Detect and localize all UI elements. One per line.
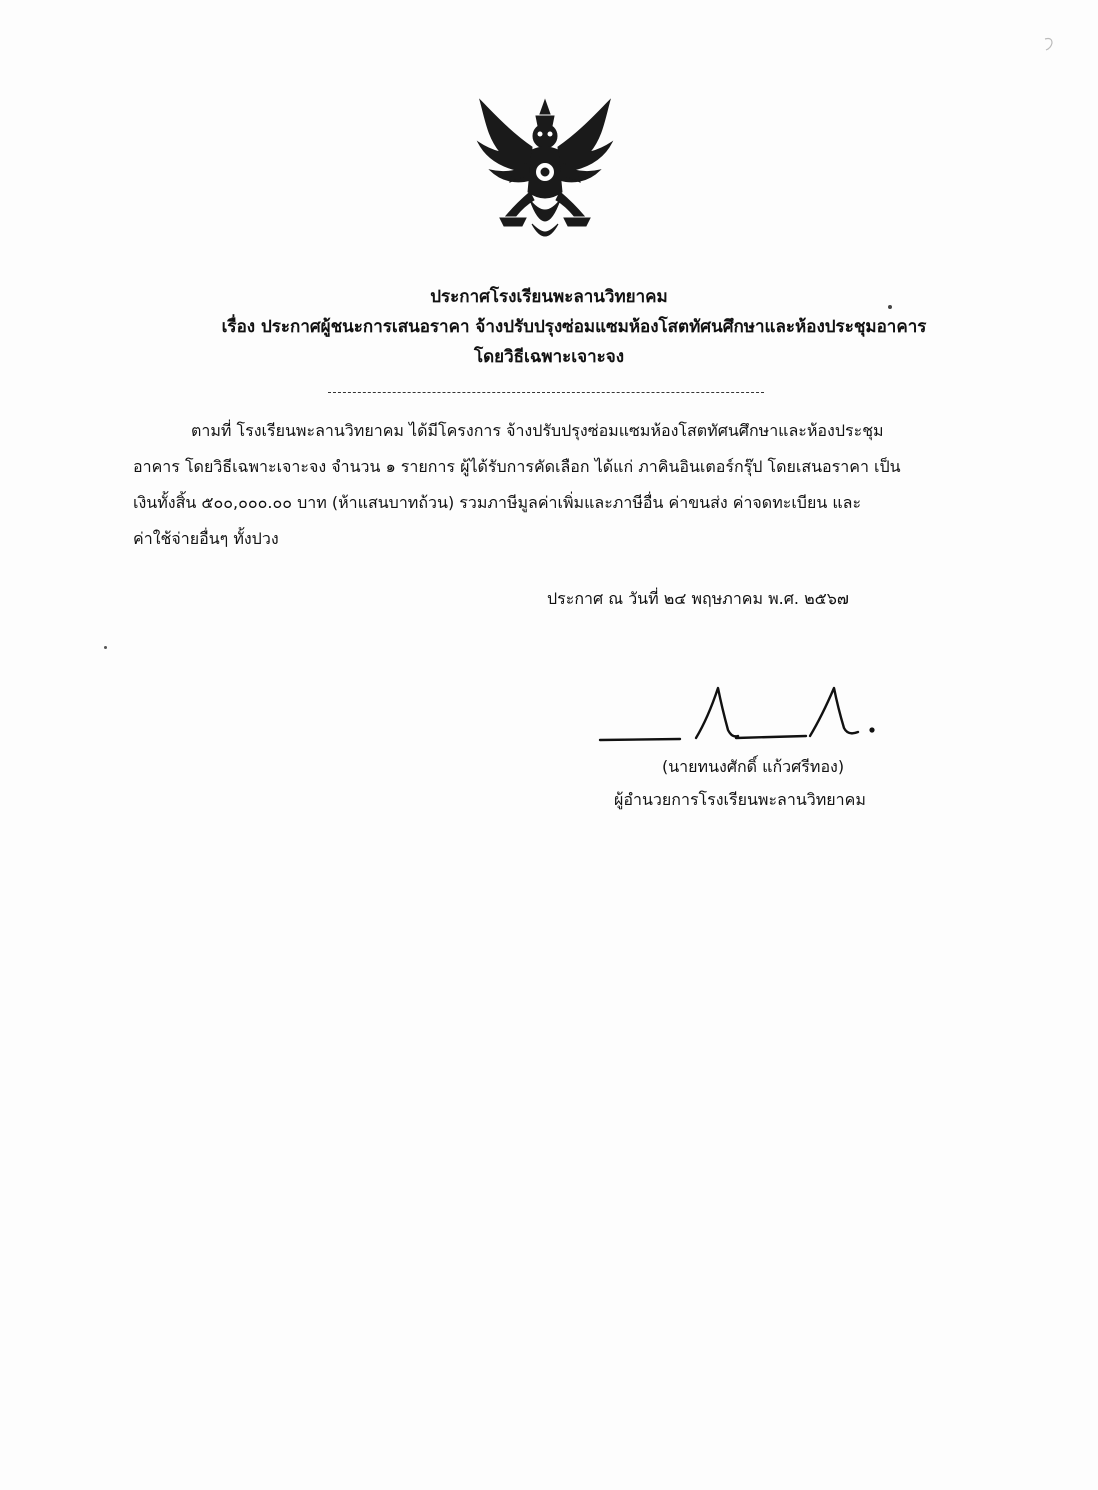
body-line-3: เงินทั้งสิ้น ๕๐๐,๐๐๐.๐๐ บาท (ห้าแสนบาทถ้วน) รวมภาษีมูลค่าเพิ่มและภาษีอื่น ค่าขนส่ง ค่าจดทะเบียน และ xyxy=(133,493,862,512)
stray-mark xyxy=(888,305,892,309)
body-line-4: ค่าใช้จ่ายอื่นๆ ทั้งปวง xyxy=(133,529,279,548)
announcement-body xyxy=(133,413,973,557)
handwritten-signature xyxy=(596,678,886,748)
body-line-2: อาคาร โดยวิธีเฉพาะเจาะจง จำนวน ๑ รายการ ผู้ได้รับการคัดเลือก ได้แก่ ภาคินอินเตอร์กรุ๊ป โดยเสนอราคา เป็น xyxy=(133,457,901,476)
announcement-title xyxy=(0,282,1098,372)
body-line-1: ตามที่ โรงเรียนพะลานวิทยาคม ได้มีโครงการ จ้างปรับปรุงซ่อมแซมห้องโสตทัศนศึกษาและห้องประชุม xyxy=(191,421,884,440)
title-separator xyxy=(328,392,764,393)
stray-mark xyxy=(104,646,107,649)
title-line-3: โดยวิธีเฉพาะเจาะจง xyxy=(473,347,625,367)
announcement-date: ประกาศ ณ วันที่ ๒๔ พฤษภาคม พ.ศ. ๒๕๖๗ xyxy=(547,589,849,608)
signer-name: (นายทนงศักดิ์ แก้วศรีทอง) xyxy=(662,757,845,776)
signer-position: ผู้อำนวยการโรงเรียนพะลานวิทยาคม xyxy=(614,790,866,809)
corner-pencil-mark xyxy=(1042,36,1056,52)
garuda-emblem-icon xyxy=(470,92,620,252)
title-line-1: ประกาศโรงเรียนพะลานวิทยาคม xyxy=(430,287,668,307)
title-line-2: เรื่อง ประกาศผู้ชนะการเสนอราคา จ้างปรับปรุงซ่อมแซมห้องโสตทัศนศึกษาและห้องประชุมอาคาร xyxy=(221,317,927,337)
